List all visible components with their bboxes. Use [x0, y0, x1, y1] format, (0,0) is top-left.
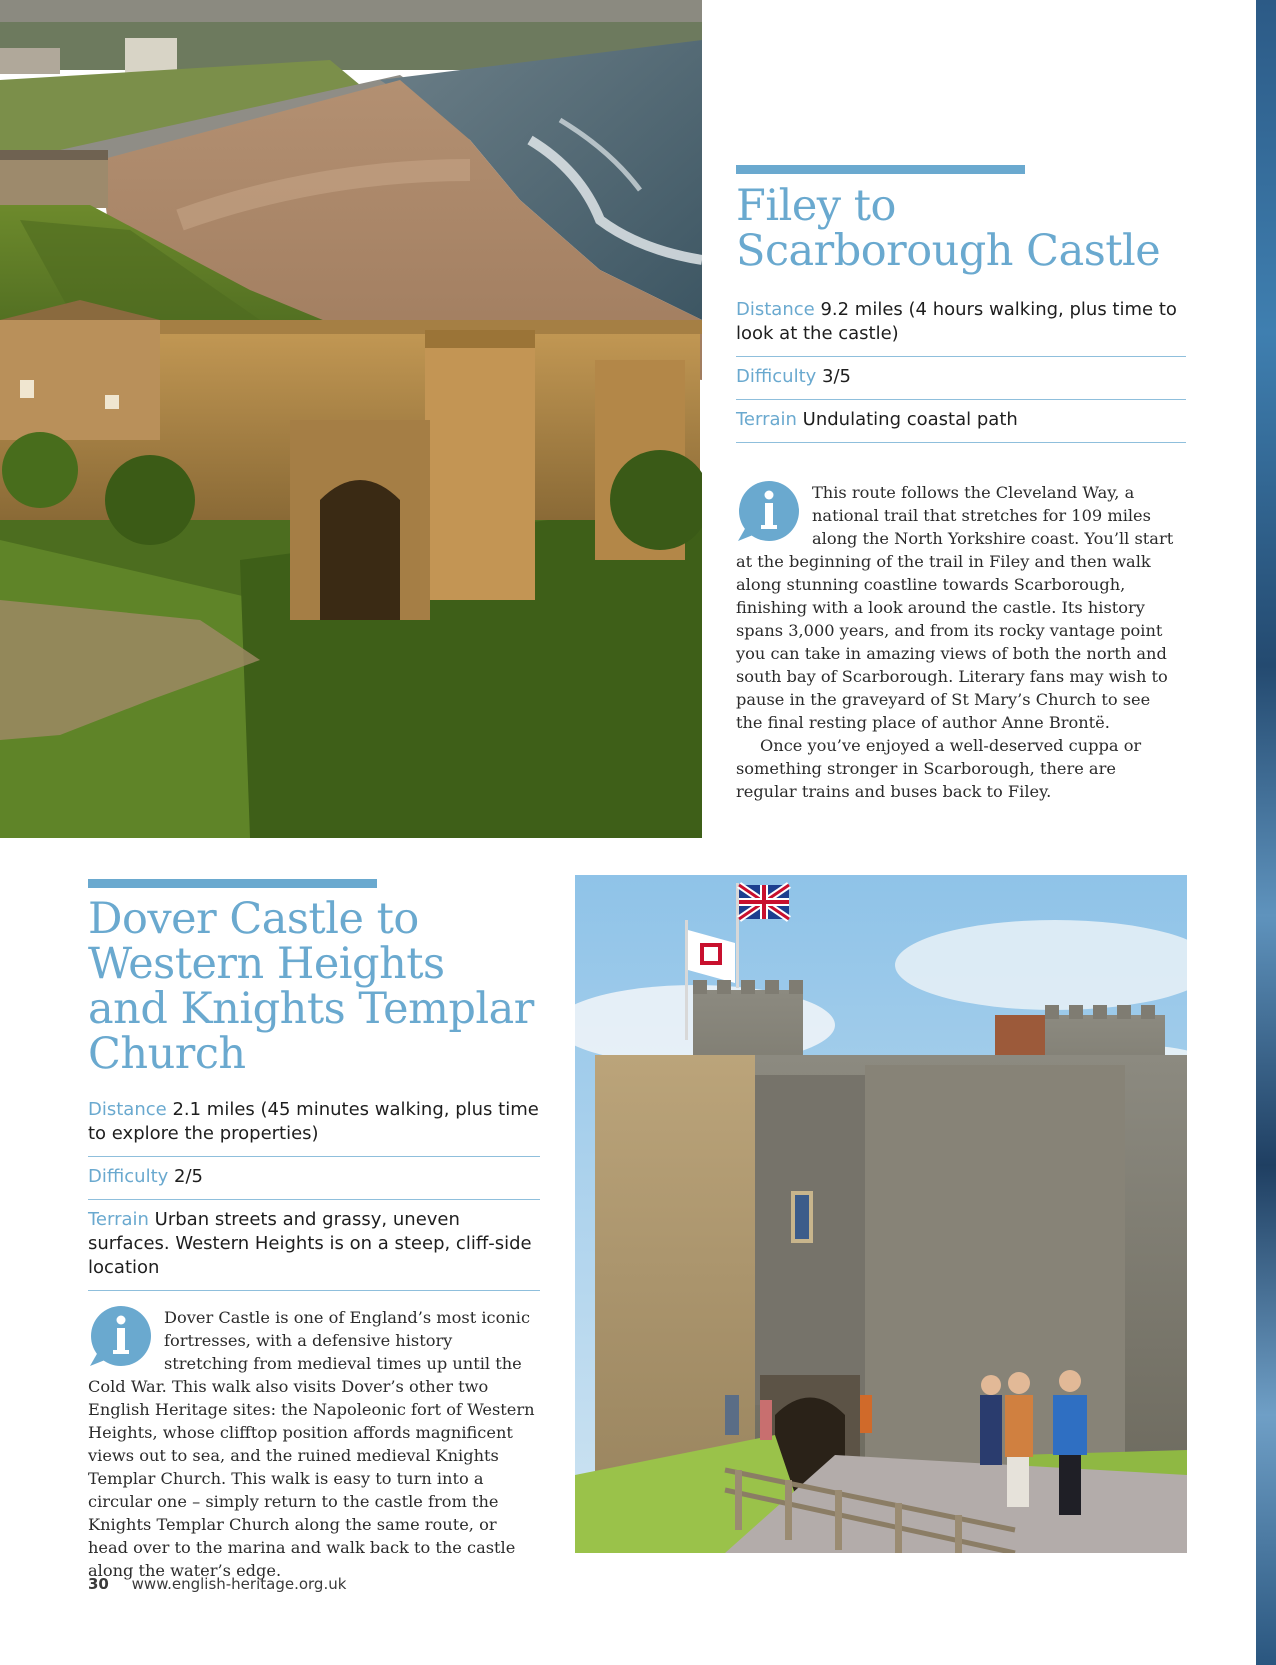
description-paragraph: This route follows the Cleveland Way, a national trail that stretches for 109 miles along the North Yorkshire coast. You’ll start at the beginning of the trail in Filey and then walk along stunning coastline towards Scarborough, finishing with a look around the castle. Its history spans 3,000 years, and from its rocky vantage point you can take in amazing views of both the north and south bay of Scarborough. Literary fans may wish to pause in the graveyard of St Mary’s Church to see the final resting place of author Anne Brontë. [736, 483, 1174, 732]
footer-url: www.english-heritage.org.uk [131, 1575, 347, 1593]
route-title-line: Filey to [736, 181, 896, 231]
difficulty-label: Difficulty [736, 366, 817, 387]
section-accent-rule [736, 165, 1025, 174]
route-title-line: Church [88, 1029, 246, 1079]
difficulty-row [736, 357, 1186, 400]
page-number: 30 [88, 1575, 109, 1593]
route-facts [736, 298, 1186, 443]
dover-castle-photo [575, 875, 1187, 1553]
route-title-line: Scarborough Castle [736, 226, 1161, 276]
terrain-label: Terrain [736, 409, 797, 430]
distance-row [736, 298, 1186, 357]
description-paragraph: Dover Castle is one of England’s most iconic fortresses, with a defensive history stretching from medieval times up until the Cold War. This walk also visits Dover’s other two English Heritage sites: the Napoleonic fort of Western Heights, whose clifftop position affords magnificent views out to sea, and the ruined medieval Knights Templar Church. This walk is easy to turn into a circular one – simply return to the castle from the Knights Templar Church along the same route, or head over to the marina and walk back to the castle along the water’s edge. [88, 1308, 535, 1580]
distance-value: 9.2 miles (4 hours walking, plus time to look at the castle) [736, 299, 1177, 344]
description-paragraph: Once you’ve enjoyed a well-deserved cuppa or something stronger in Scarborough, there are regular trains and buses back to Filey. [736, 736, 1142, 801]
difficulty-value: 3/5 [822, 366, 851, 387]
route-description [736, 481, 1174, 803]
route-title [736, 181, 1216, 276]
distance-value: 2.1 miles (45 minutes walking, plus time to explore the properties) [88, 1099, 539, 1144]
terrain-row [736, 400, 1186, 443]
page-footer [88, 1575, 346, 1593]
difficulty-value: 2/5 [174, 1166, 203, 1187]
difficulty-label: Difficulty [88, 1166, 169, 1187]
route-title-line: and Knights Templar [88, 984, 534, 1034]
terrain-label: Terrain [88, 1209, 149, 1230]
route-title-line: Dover Castle to [88, 894, 419, 944]
terrain-value: Urban streets and grassy, uneven surfaces. Western Heights is on a steep, cliff-side location [88, 1209, 532, 1278]
info-icon [736, 481, 806, 543]
section-accent-rule [88, 879, 377, 888]
route-description [88, 1306, 536, 1582]
route-facts [88, 1098, 540, 1291]
distance-label: Distance [736, 299, 815, 320]
distance-row [88, 1098, 540, 1157]
terrain-row [88, 1200, 540, 1291]
distance-label: Distance [88, 1099, 167, 1120]
edge-photo-strip [1256, 0, 1276, 1665]
scarborough-castle-photo [0, 0, 702, 838]
route-title [88, 894, 558, 1079]
terrain-value: Undulating coastal path [802, 409, 1018, 430]
info-icon [88, 1306, 158, 1368]
difficulty-row [88, 1157, 540, 1200]
route-title-line: Western Heights [88, 939, 445, 989]
